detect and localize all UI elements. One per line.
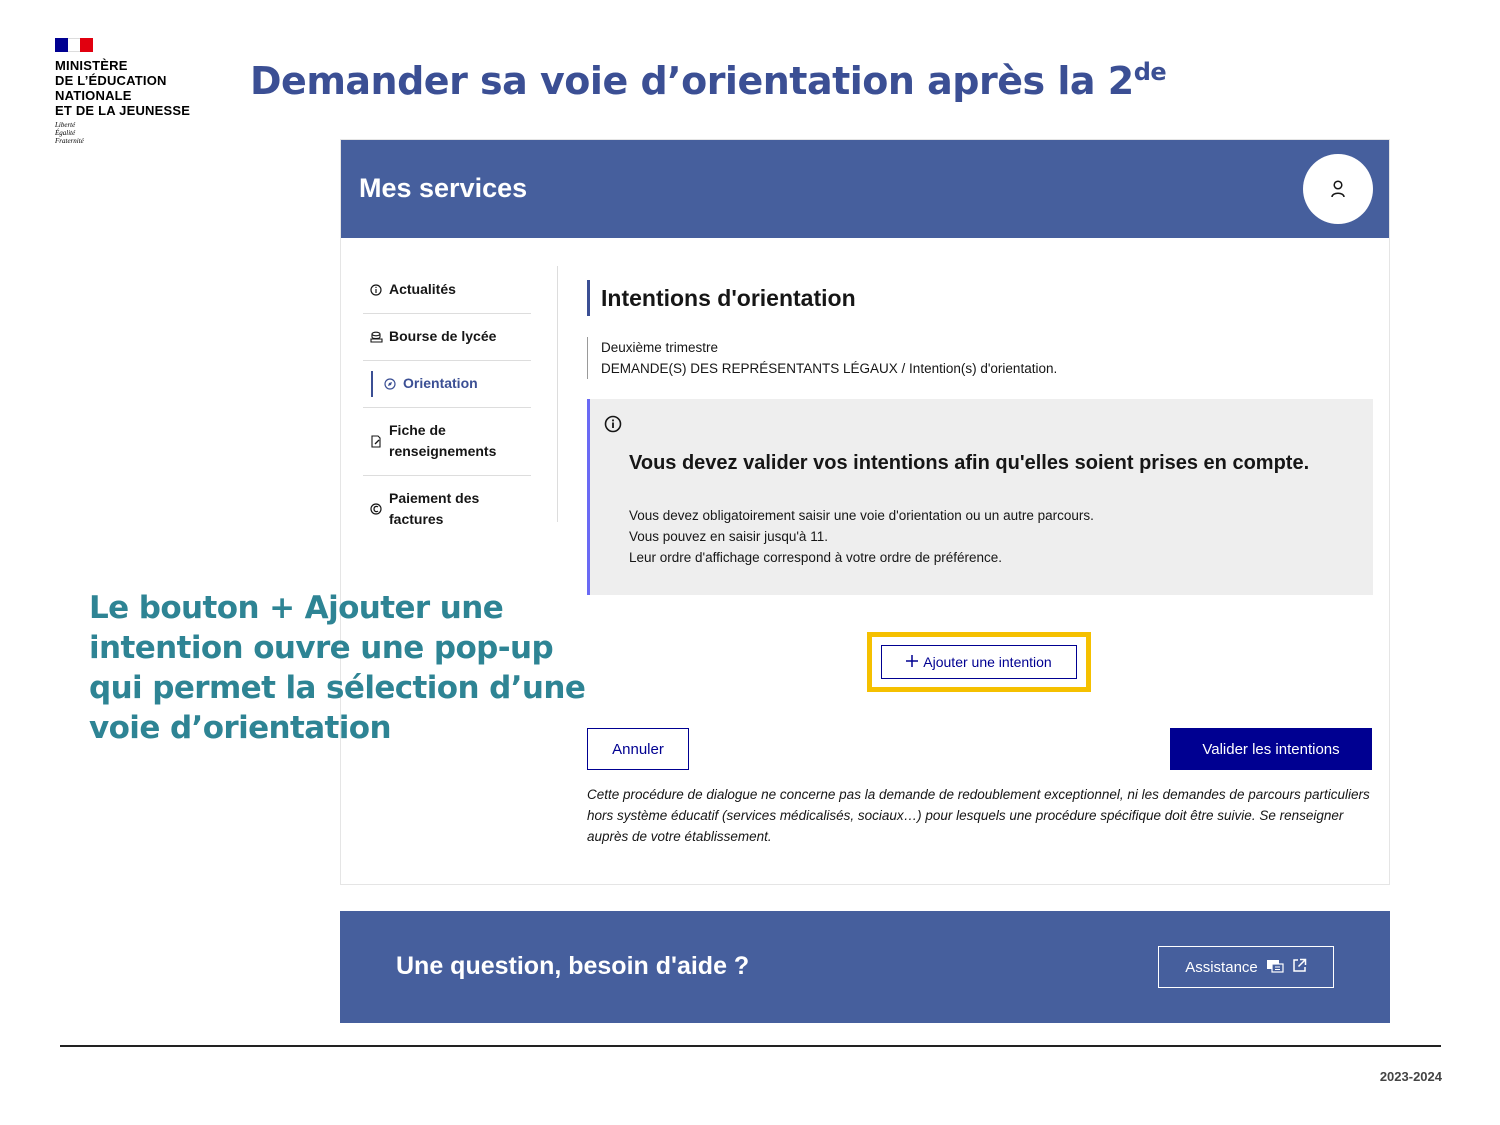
slide-annotation: Le bouton + Ajouter une intention ouvre une pop-up qui permet la sélection d’une voie d’orientation: [89, 590, 586, 746]
motto-line: Égalité: [55, 129, 76, 137]
app-header: [341, 140, 1389, 238]
help-banner: [340, 911, 1390, 1023]
info-icon: [604, 415, 622, 438]
alert-description: [629, 505, 1329, 568]
ministry-logo: [55, 38, 205, 145]
ministry-line-1: MINISTÈRE: [55, 58, 128, 73]
sidebar-divider: [557, 266, 558, 522]
assistance-button[interactable]: [1158, 946, 1334, 988]
alert-line: Leur ordre d'affichage correspond à votre ordre de préférence.: [629, 550, 1003, 565]
sidebar-item-bourse[interactable]: [363, 314, 531, 361]
validate-intentions-button[interactable]: Valider les intentions: [1170, 728, 1372, 770]
assistance-label: Assistance: [1185, 958, 1258, 976]
sidebar-item-actualites[interactable]: [363, 267, 531, 314]
alert-line: Vous devez obligatoirement saisir une voie d'orientation ou un autre parcours.: [629, 508, 1094, 523]
context-info: [587, 337, 1373, 379]
ministry-line-2: DE L’ÉDUCATION: [55, 73, 167, 88]
sidebar-item-fiche[interactable]: [363, 408, 531, 476]
add-intention-button[interactable]: [881, 645, 1077, 679]
user-icon: [1330, 180, 1346, 198]
app-window: [340, 139, 1390, 885]
payment-icon: [369, 488, 383, 530]
support-icon: [1266, 957, 1284, 977]
footer-rule: [60, 1045, 1441, 1047]
alert-title: Vous devez valider vos intentions afin qu'elles soient prises en compte.: [629, 452, 1310, 474]
section-title: Intentions d'orientation: [587, 280, 1373, 316]
compass-icon: [383, 373, 397, 394]
republique-flag-icon: [55, 38, 93, 52]
sidebar-item-label: Fiche de renseignements: [389, 422, 497, 459]
procedure-footnote: Cette procédure de dialogue ne concerne pas la demande de redoublement exceptionnel, ni les demandes de parcours particuliers hors système éducatif (services médicalisés, sociaux…) pour lesquels une procédure spécifique doit être suivie. Se renseigner auprès de votre établissement.: [587, 787, 1370, 844]
ministry-line-4: ET DE LA JEUNESSE: [55, 103, 191, 118]
info-icon: [369, 279, 383, 300]
app-title: Mes services: [359, 173, 528, 203]
highlight-frame: [867, 632, 1091, 692]
sidebar-item-orientation[interactable]: [363, 361, 531, 408]
period-label: Deuxième trimestre: [601, 340, 719, 355]
motto-line: Liberté: [55, 121, 76, 129]
sidebar-item-label: Bourse de lycée: [389, 328, 497, 344]
motto-line: Fraternité: [55, 137, 84, 145]
user-account-button[interactable]: [1303, 154, 1373, 224]
school-year: 2023-2024: [1379, 1069, 1442, 1084]
coins-icon: [369, 326, 383, 347]
breadcrumb: DEMANDE(S) DES REPRÉSENTANTS LÉGAUX / Intention(s) d'orientation.: [601, 361, 1058, 376]
add-intention-label: Ajouter une intention: [923, 654, 1052, 670]
ministry-line-3: NATIONALE: [55, 88, 132, 103]
slide-title: [250, 58, 1166, 103]
sidebar-item-label: Actualités: [389, 281, 456, 297]
external-link-icon: [1292, 958, 1307, 977]
sidebar-item-label: Orientation: [403, 375, 478, 391]
main-content: [587, 280, 1373, 844]
slide-title-sup: de: [1133, 58, 1167, 86]
sidebar-nav: [363, 267, 531, 543]
help-text: Une question, besoin d'aide ?: [396, 952, 750, 980]
sidebar-item-paiement[interactable]: [363, 476, 531, 543]
plus-icon: [906, 654, 918, 670]
cancel-button[interactable]: Annuler: [587, 728, 689, 770]
motto: [55, 121, 205, 145]
slide-title-main: Demander sa voie d’orientation après la 2: [250, 59, 1134, 103]
info-alert: [587, 399, 1373, 595]
sidebar-item-label: Paiement des factures: [389, 490, 480, 527]
alert-line: Vous pouvez en saisir jusqu'à 11.: [629, 529, 828, 544]
edit-document-icon: [369, 420, 383, 462]
